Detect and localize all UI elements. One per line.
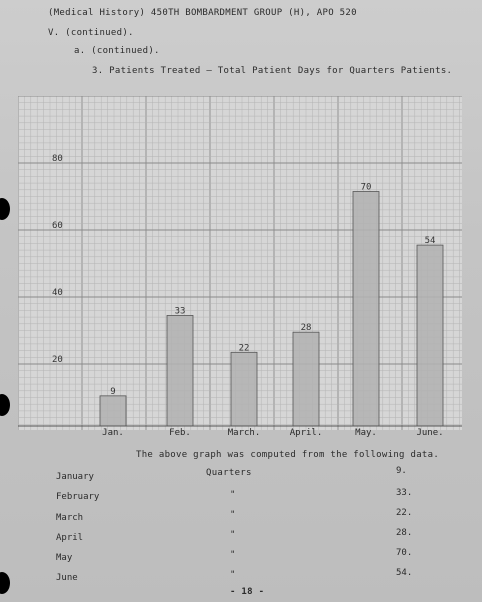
table-row-value: 70. [396, 548, 413, 558]
binder-hole [0, 394, 10, 416]
x-tick-label: April. [289, 428, 323, 438]
page-number: - 18 - [230, 587, 265, 597]
bar-chart [18, 96, 462, 430]
x-tick-label: Jan. [102, 428, 124, 438]
bar-value-label: 70 [360, 182, 372, 193]
bar-march [231, 352, 257, 426]
bar-feb [167, 315, 193, 426]
table-row-value: 22. [396, 508, 413, 518]
table-row-unit: " [230, 510, 236, 520]
bar-value-label: 28 [300, 323, 312, 334]
bar-value-label: 22 [238, 343, 250, 354]
bar-value-label: 33 [174, 306, 186, 317]
header-line: (Medical History) 450TH BOMBARDMENT GROUP (H), APO 520 [48, 8, 357, 18]
table-row-value: 33. [396, 488, 413, 498]
table-row-unit: " [230, 530, 236, 540]
table-row-month: January [56, 472, 94, 482]
subsection-heading: a. (continued). [74, 46, 160, 56]
x-tick-label: June. [416, 428, 444, 438]
table-row-unit: " [230, 570, 236, 580]
table-row-month: May [56, 553, 73, 563]
table-row-unit: " [230, 550, 236, 560]
table-row-value: 9. [396, 466, 407, 476]
table-row-month: April [56, 533, 84, 543]
table-row-value: 54. [396, 568, 413, 578]
table-row-unit: " [230, 490, 236, 500]
bar-value-label: 9 [110, 386, 116, 397]
table-row-value: 28. [396, 528, 413, 538]
section-heading: V. (continued). [48, 28, 134, 38]
bar-april [293, 332, 319, 426]
chart-caption: The above graph was computed from the following data. [136, 450, 440, 460]
table-row-month: February [56, 492, 100, 502]
binder-hole [0, 572, 10, 594]
bar-value-label: 54 [424, 236, 436, 247]
table-row-month: March [56, 513, 84, 523]
bar-may [353, 192, 379, 427]
y-tick-label: 20 [52, 355, 63, 365]
table-row-month: June [56, 573, 78, 583]
x-tick-label: March. [227, 428, 261, 438]
x-tick-label: Feb. [169, 428, 191, 438]
item-heading: 3. Patients Treated — Total Patient Days for Quarters Patients. [92, 66, 453, 76]
y-tick-label: 80 [52, 154, 63, 164]
bar-jan [100, 396, 126, 426]
column-header: Quarters [206, 468, 252, 478]
bar-june [417, 245, 443, 426]
y-tick-label: 60 [52, 221, 63, 231]
y-tick-label: 40 [52, 288, 63, 298]
x-tick-label: May. [355, 428, 377, 438]
binder-hole [0, 198, 10, 220]
